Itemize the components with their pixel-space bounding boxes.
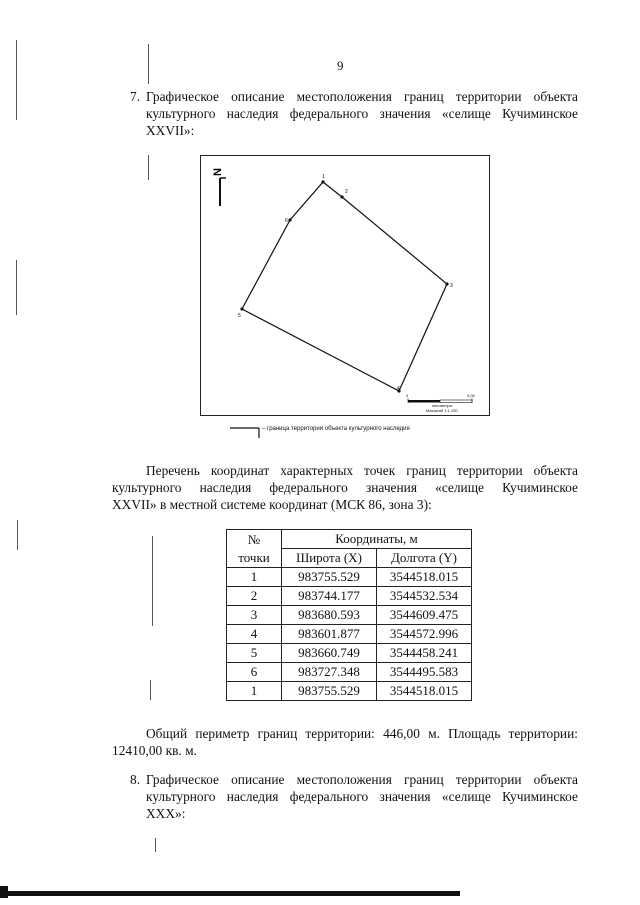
coords-intro-line-1: Перечень координат характерных точек границ территории объекта: [146, 463, 578, 478]
north-label: N: [212, 168, 224, 176]
section-8-line-1: 8. Графическое описание местоположения границ территории объекта: [130, 772, 578, 787]
summary-line-1: Общий периметр границ территории: 446,00 м. Площадь территории:: [146, 726, 578, 741]
vertex-3: [445, 282, 448, 285]
table-row: [227, 644, 472, 663]
section-7-number: 7.: [130, 89, 141, 104]
section-8-heading: [130, 771, 578, 822]
table-row: [227, 587, 472, 606]
vertex-label-3: 3: [450, 283, 453, 289]
coordinates-table: [226, 529, 472, 701]
table-row: [227, 625, 472, 644]
row-longitude: 3544518.015: [377, 682, 472, 701]
table-row: [227, 606, 472, 625]
row-point-number: 4: [227, 625, 282, 644]
row-latitude: 983755.529: [282, 568, 377, 587]
boundary-map: [200, 155, 490, 416]
section-8-number: 8.: [130, 772, 141, 787]
header-longitude: Долгота (Y): [377, 549, 472, 568]
section-8-line-3: XXX»:: [146, 806, 186, 821]
scan-footer-mark: [0, 886, 8, 898]
vertex-2: [340, 195, 343, 198]
vertex-5: [240, 307, 243, 310]
map-legend: [228, 424, 488, 440]
row-latitude: 983755.529: [282, 682, 377, 701]
row-longitude: 3544532.534: [377, 587, 472, 606]
table-row: [227, 568, 472, 587]
section-7-line-2: культурного наследия федерального значения «селище Кучиминское: [146, 106, 578, 121]
boundary-map-svg: [201, 156, 489, 415]
summary-line-2: 12410,00 кв. м.: [112, 743, 197, 758]
coordinates-intro: [112, 462, 578, 513]
row-point-number: 3: [227, 606, 282, 625]
row-point-number: 5: [227, 644, 282, 663]
scale-text: Масштаб 1:1 100: [426, 408, 458, 413]
header-point-number: № точки: [227, 530, 282, 568]
vertex-label-4: 4: [397, 386, 400, 392]
page-number: 9: [337, 58, 344, 73]
row-latitude: 983727.348: [282, 663, 377, 682]
section-7-line-3: XXVII»:: [146, 123, 195, 138]
row-latitude: 983680.593: [282, 606, 377, 625]
vertex-label-5: 5: [238, 313, 241, 319]
scale-end-label: 0,05: [467, 393, 475, 398]
vertex-1: [321, 180, 324, 183]
row-longitude: 3544609.475: [377, 606, 472, 625]
header-coordinates: Координаты, м: [282, 530, 472, 549]
boundary-vertices: [240, 180, 448, 392]
area-summary: [112, 725, 578, 759]
section-8-line-2: культурного наследия федерального значения «селище Кучиминское: [146, 789, 578, 804]
legend-text: – граница территории объекта культурного наследия: [262, 426, 410, 432]
vertex-label-6: 6: [285, 218, 288, 224]
table-row: [227, 663, 472, 682]
north-arrow-icon: [220, 178, 226, 206]
vertex-6: [288, 218, 291, 221]
row-longitude: 3544518.015: [377, 568, 472, 587]
scale-unit-label: километры: [432, 403, 453, 408]
vertex-label-2: 2: [345, 189, 348, 195]
row-point-number: 1: [227, 682, 282, 701]
section-7-line-1: 7. Графическое описание местоположения границ территории объекта: [130, 89, 578, 104]
row-latitude: 983601.877: [282, 625, 377, 644]
territory-boundary: [242, 182, 447, 391]
row-latitude: 983660.749: [282, 644, 377, 663]
vertex-label-1: 1: [322, 174, 325, 180]
table-row: [227, 682, 472, 701]
header-latitude: Широта (X): [282, 549, 377, 568]
row-point-number: 2: [227, 587, 282, 606]
coords-intro-line-3: XXVII» в местной системе координат (МСК 86, зона 3):: [112, 497, 432, 512]
row-longitude: 3544572.996: [377, 625, 472, 644]
section-7-heading: [130, 88, 578, 139]
coords-intro-line-2: культурного наследия федерального значения «селище Кучиминское: [112, 480, 578, 495]
row-longitude: 3544495.583: [377, 663, 472, 682]
scan-footer-bar: [0, 891, 460, 896]
row-point-number: 1: [227, 568, 282, 587]
scale-start-label: 0: [406, 393, 409, 398]
row-latitude: 983744.177: [282, 587, 377, 606]
row-longitude: 3544458.241: [377, 644, 472, 663]
boundary-line-legend-icon: [228, 424, 262, 440]
row-point-number: 6: [227, 663, 282, 682]
